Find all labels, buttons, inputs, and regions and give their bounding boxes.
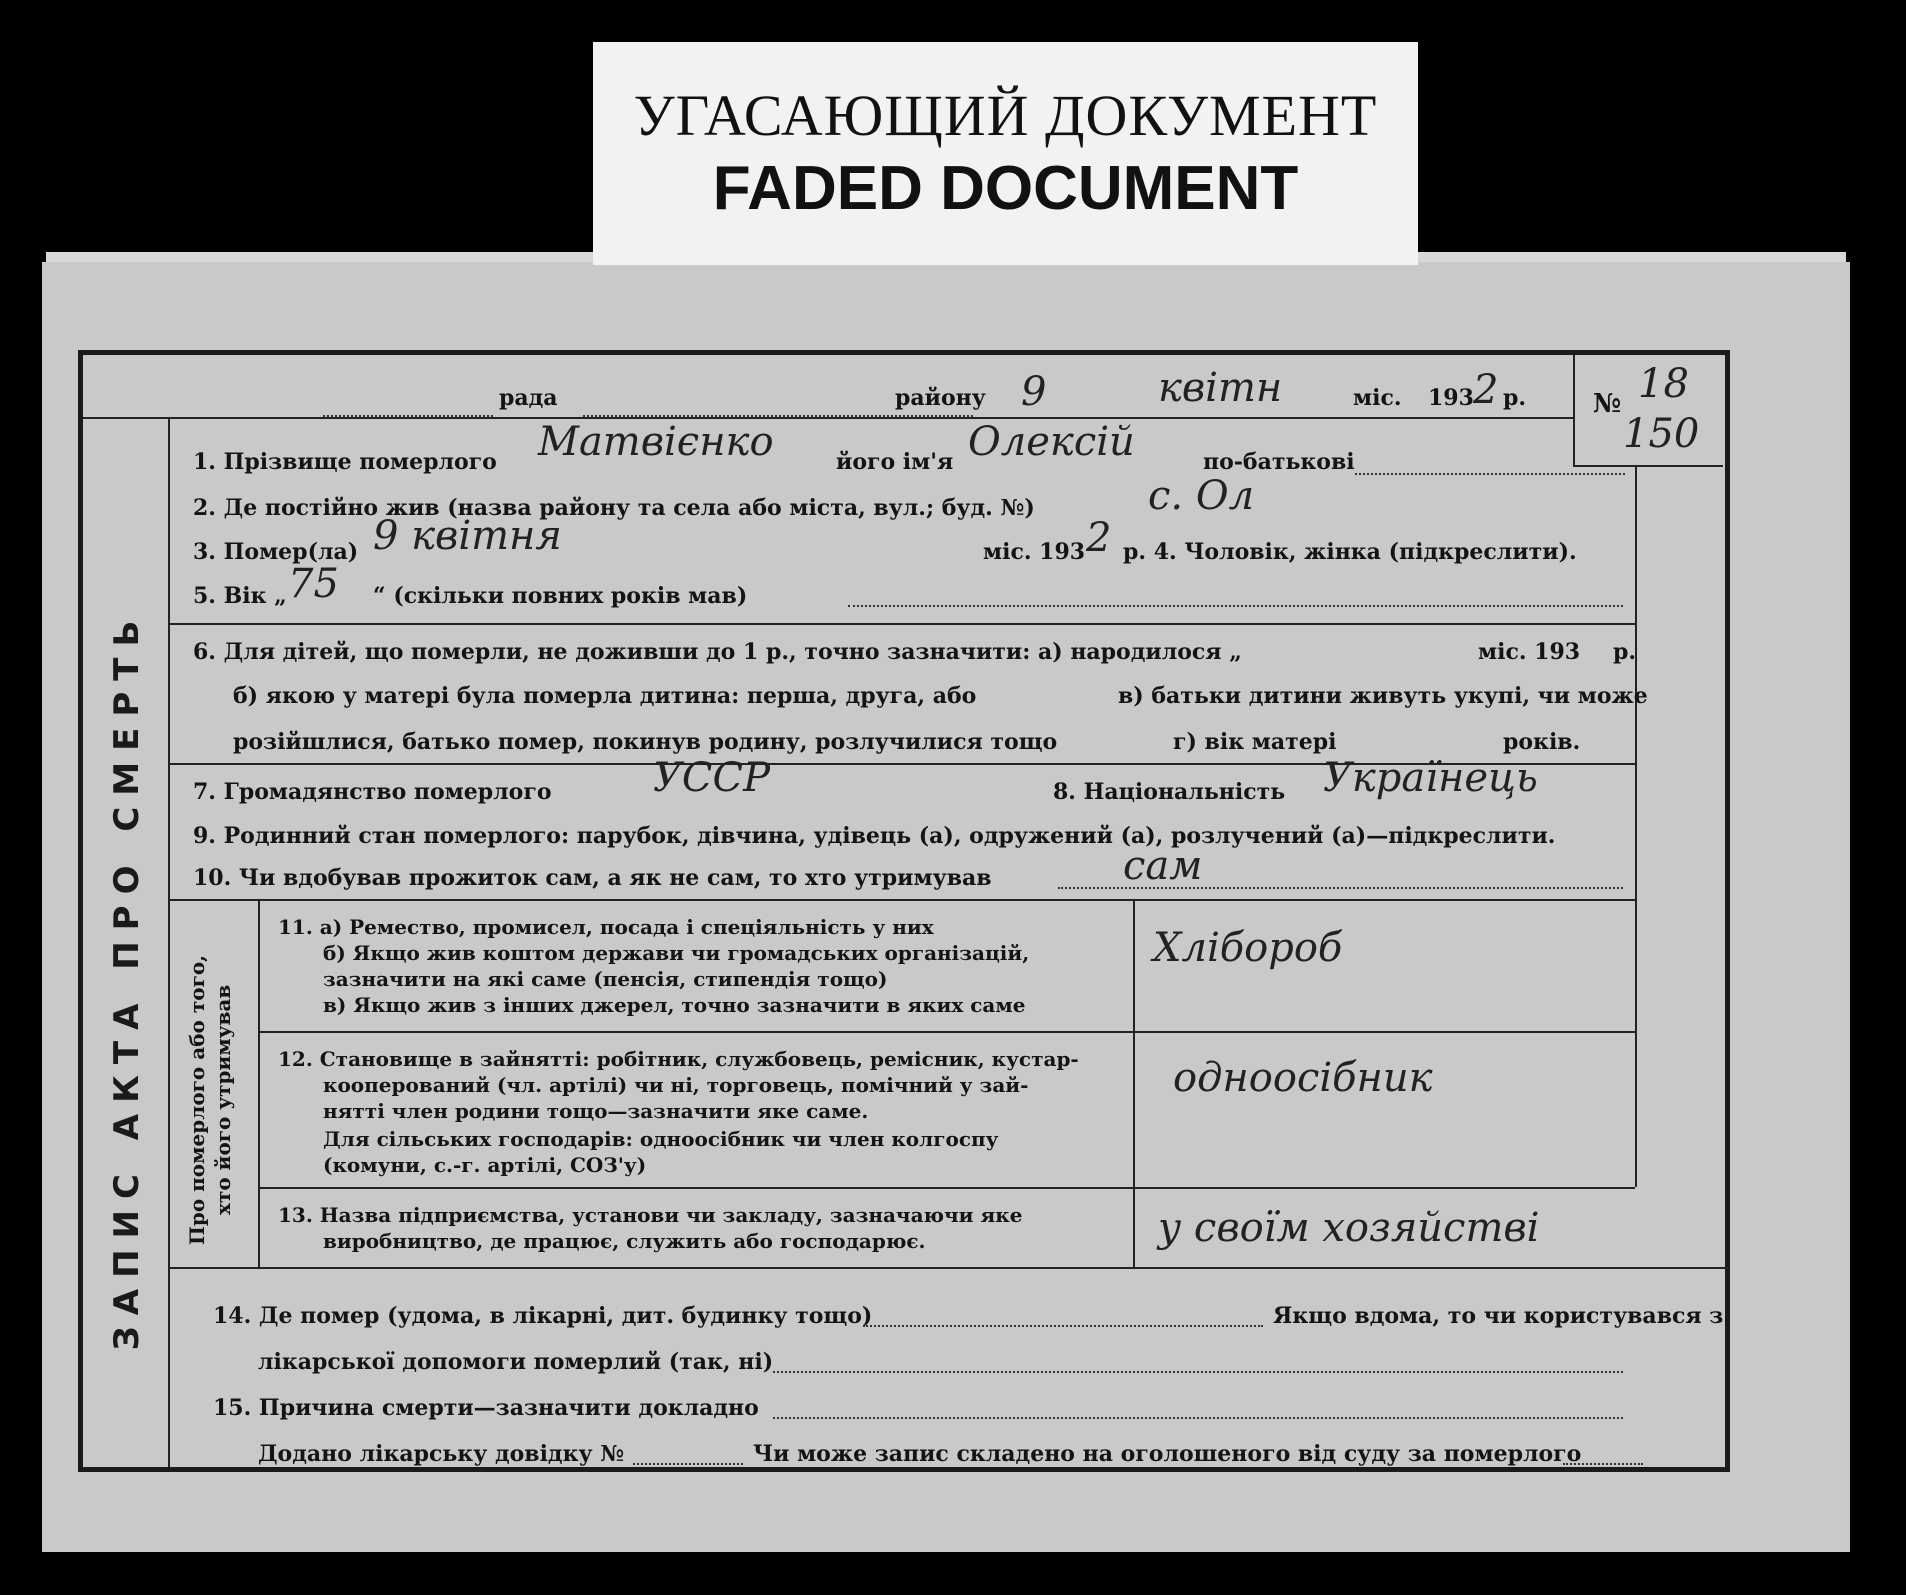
field-6-children: 6. Для дітей, що померли, не доживши до 1 р., точно зазначити: а) народилося „	[193, 639, 1242, 665]
field-1-surname: 1. Прізвище померлого	[193, 449, 497, 475]
field-8-nationality: 8. Національність	[1053, 779, 1286, 805]
field-3-sex: р. 4. Чоловік, жінка (підкреслити).	[1123, 539, 1577, 565]
field-12-line-3: нятті член родини тощо—зазначити яке саме.	[323, 1099, 869, 1123]
label-russian: УГАСАЮЩИЙ ДОКУМЕНТ	[633, 83, 1378, 148]
field-2-residence: 2. Де постійно жив (назва району та села або міста, вул.; буд. №)	[193, 495, 1035, 521]
field-10-support: 10. Чи вдобував прожиток сам, а як не сам, то хто утримував	[193, 865, 992, 891]
field-12-line-2: кооперований (чл. артілі) чи ні, торговець, помічний у зай-	[323, 1073, 1029, 1097]
header-rayonu: району	[895, 385, 986, 411]
hw-age: 75	[288, 561, 339, 607]
field-3-died: 3. Помер(ла)	[193, 539, 359, 565]
header-hw-month: квітн	[1158, 365, 1283, 411]
field-16-certificate: Додано лікарську довідку №	[258, 1441, 625, 1467]
header-hw-day: 9	[1021, 369, 1047, 415]
hw-death-year: 2	[1086, 515, 1112, 561]
faded-document-label	[593, 42, 1418, 265]
field-14-place: 14. Де помер (удома, в лікарні, дит. будинку тощо)	[213, 1303, 873, 1329]
label-english: FADED DOCUMENT	[712, 154, 1299, 223]
vertical-label-1: Про померлого або того,	[185, 954, 209, 1245]
header-mis: міс.	[1353, 385, 1402, 411]
field-6-month: міс. 193	[1478, 639, 1581, 665]
header-rada: рада	[499, 385, 558, 411]
hw-death-date: 9 квітня	[373, 513, 562, 559]
field-11-line-3: зазначити на які саме (пенсія, стипендія тощо)	[323, 967, 888, 991]
death-record-form	[78, 350, 1730, 1472]
hw-name: Олексій	[968, 419, 1135, 465]
field-6-r: р.	[1613, 639, 1637, 665]
hw-citizenship: УССР	[653, 755, 771, 801]
field-12-line-1: 12. Становище в зайнятті: робітник, службовець, ремісник, кустар-	[278, 1047, 1079, 1071]
field-13-line-2: виробництво, де працює, служить або господарює.	[323, 1229, 926, 1253]
hw-surname: Матвієнко	[538, 419, 774, 465]
hw-status: одноосібник	[1173, 1055, 1433, 1101]
field-3-month: міс. 193	[983, 539, 1086, 565]
field-6-order: б) якою у матері була померла дитина: перша, друга, або	[233, 683, 977, 709]
field-11-line-1: 11. а) Ремество, промисел, посада і спеціяльність у них	[278, 915, 934, 939]
field-6-parents: в) батьки дитини живуть укупі, чи може	[1118, 683, 1648, 709]
field-11-line-2: б) Якщо жив коштом держави чи громадських організацій,	[323, 941, 1030, 965]
field-7-citizenship: 7. Громадянство померлого	[193, 779, 552, 805]
field-12-line-4: Для сільських господарів: одноосібник чи член колгоспу	[323, 1127, 999, 1151]
field-14-medical: лікарської допомоги померлий (так, ні)	[258, 1349, 774, 1375]
hw-residence: с. Ол	[1148, 473, 1255, 519]
field-15-cause: 15. Причина смерти—зазначити докладно	[213, 1395, 759, 1421]
hw-occupation: Хлібороб	[1153, 925, 1343, 971]
field-6-divorced: розійшлися, батько помер, покинув родину, розлучилися тощо	[233, 729, 1058, 755]
field-13-line-1: 13. Назва підприємства, установи чи закладу, зазначаючи яке	[278, 1203, 1023, 1227]
side-title: ЗАПИС АКТА ПРО СМЕРТЬ	[107, 609, 147, 1351]
vertical-label-2: хто його утримував	[211, 984, 235, 1215]
field-6-years: років.	[1503, 729, 1581, 755]
field-11-line-4: в) Якщо жив з інших джерел, точно зазначити в яких саме	[323, 993, 1026, 1017]
hw-nationality: Українець	[1323, 755, 1538, 801]
field-6-mother-age: г) вік матері	[1173, 729, 1337, 755]
header-r: р.	[1503, 385, 1527, 411]
field-5-age-note: “ (скільки повних років мав)	[373, 583, 748, 609]
header-hw-no-top: 18	[1638, 361, 1689, 407]
field-14-home: Якщо вдома, то чи користувався з	[1273, 1303, 1724, 1329]
header-hw-no-bottom: 150	[1623, 411, 1700, 457]
field-16-court: Чи може запис складено на оголошеного від суду за померлого	[753, 1441, 1582, 1467]
header-no: №	[1593, 389, 1622, 419]
field-9-marital: 9. Родинний стан померлого: парубок, дівчина, удівець (а), одружений (а), розлучений (а)—підкреслити.	[193, 823, 1556, 849]
field-5-age: 5. Вік „	[193, 583, 287, 609]
hw-enterprise: у своїм хозяйстві	[1158, 1205, 1540, 1251]
field-12-line-5: (комуни, с.-г. артілі, СОЗ'у)	[323, 1153, 647, 1177]
header-year: 193	[1428, 385, 1474, 411]
hw-supported-by: сам	[1123, 843, 1203, 889]
field-1-name: його ім'я	[836, 449, 954, 475]
field-1-patronymic: по-батькові	[1203, 449, 1355, 475]
header-hw-year: 2	[1473, 367, 1499, 413]
